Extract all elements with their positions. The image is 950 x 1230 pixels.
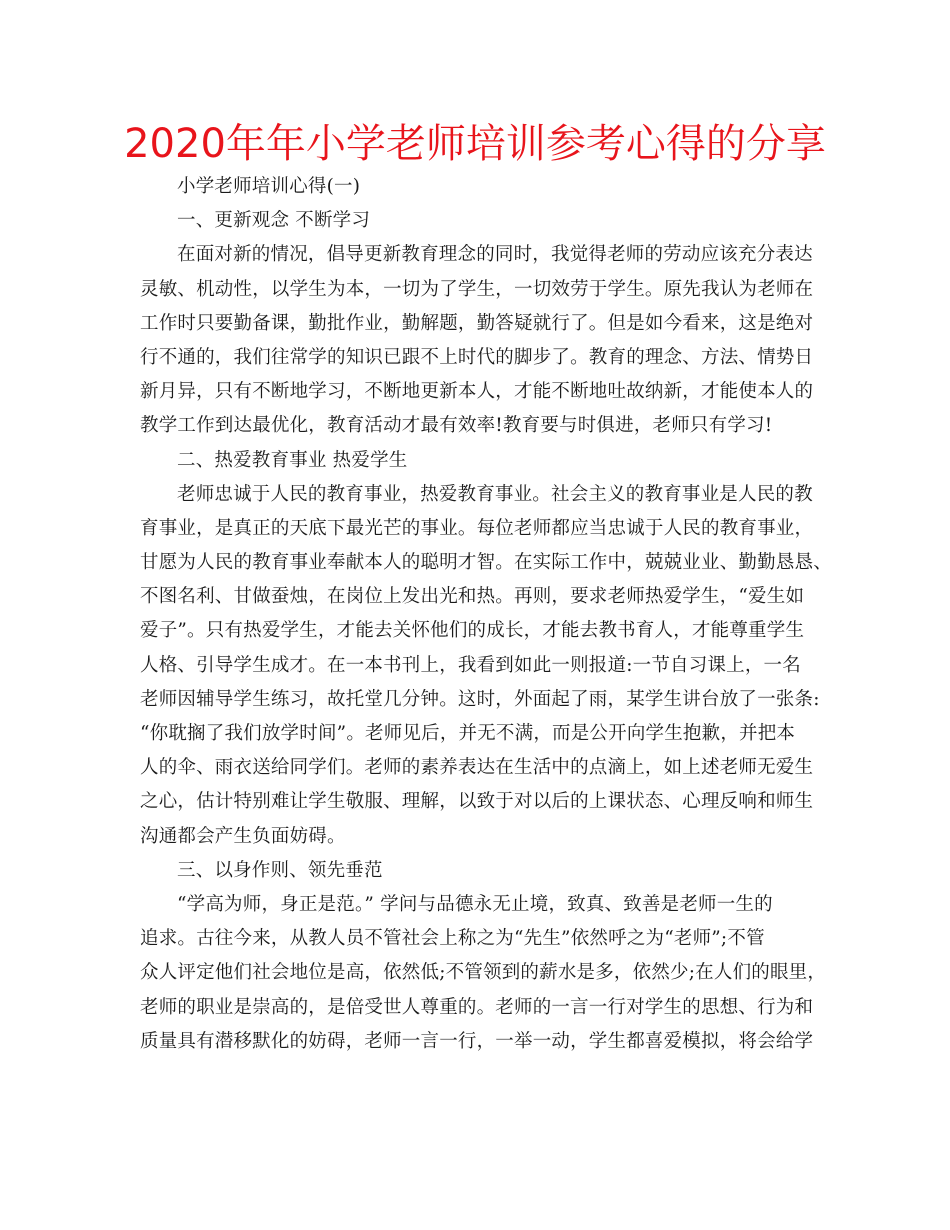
text-line: 追求。古往今来，从教人员不管社会上称之为“先生”依然呼之为“老师”;不管: [140, 928, 765, 950]
document-title: 2020年年小学老师培训参考心得的分享: [124, 121, 826, 167]
text-line: 众人评定他们社会地位是高，依然低;不管领到的薪水是多，依然少;在人们的眼里，: [140, 962, 827, 984]
text-line: 行不通的，我们往常学的知识已跟不上时代的脚步了。教育的理念、方法、情势日: [140, 346, 814, 368]
text-line: 甘愿为人民的教育事业奉献本人的聪明才智。在实际工作中，兢兢业业、勤勤恳恳、: [140, 552, 832, 574]
text-line: 老师因辅导学生练习，故托堂几分钟。这时，外面起了雨，某学生讲台放了一张条:: [140, 688, 820, 710]
text-line: “你耽搁了我们放学时间”。老师见后，并无不满，而是公开向学生抱歉，并把本: [140, 723, 796, 744]
text-line: “学高为师，身正是范。” 学问与品德永无止境，致真、致善是老师一生的: [177, 893, 773, 915]
text-line: 老师的职业是崇高的，是倍受世人尊重的。老师的一言一行对学生的思想、行为和: [140, 996, 814, 1018]
text-line: 沟通都会产生负面妨碍。: [140, 825, 346, 847]
text-line: 二、热爱教育事业 热爱学生: [177, 449, 408, 471]
text-line: 人格、引导学生成才。在一本书刊上，我看到如此一则报道:一节自习课上，一名: [140, 654, 801, 676]
text-line: 新月异，只有不断地学习，不断地更新本人，才能不断地吐故纳新，才能使本人的: [140, 381, 814, 403]
text-line: 质量具有潜移默化的妨碍，老师一言一行，一举一动，学生都喜爱模拟，将会给学: [140, 1030, 814, 1052]
text-line: 小学老师培训心得(一): [177, 176, 361, 197]
text-line: 人的伞、雨衣送给同学们。老师的素养表达在生活中的点滴上，如上述老师无爱生: [140, 757, 814, 779]
text-line: 一、更新观念 不断学习: [177, 210, 371, 232]
text-line: 育事业，是真正的天底下最光芒的事业。每位老师都应当忠诚于人民的教育事业，: [140, 517, 814, 539]
text-line: 之心，估计特别难让学生敬服、理解，以致于对以后的上课状态、心理反响和师生: [140, 791, 814, 813]
document-body: [140, 170, 832, 1059]
text-line: 爱子”。只有热爱学生，才能去关怀他们的成长，才能去教书育人，才能尊重学生: [140, 620, 805, 642]
text-line: 工作时只要勤备课，勤批作业，勤解题，勤答疑就行了。但是如今看来，这是绝对: [140, 312, 814, 334]
text-line: 在面对新的情况，倡导更新教育理念的同时，我觉得老师的劳动应该充分表达: [177, 244, 813, 266]
text-line: 教学工作到达最优化，教育活动才最有效率!教育要与时俱进，老师只有学习!: [140, 415, 773, 437]
text-line: 老师忠诚于人民的教育事业，热爱教育事业。社会主义的教育事业是人民的教: [177, 483, 813, 505]
text-line: 灵敏、机动性，以学生为本，一切为了学生，一切效劳于学生。原先我认为老师在: [140, 278, 814, 300]
text-line: 不图名利、甘做蚕烛，在岗位上发出光和热。再则，要求老师热爱学生，“爱生如: [140, 586, 805, 608]
text-line: 三、以身作则、领先垂范: [177, 859, 383, 881]
